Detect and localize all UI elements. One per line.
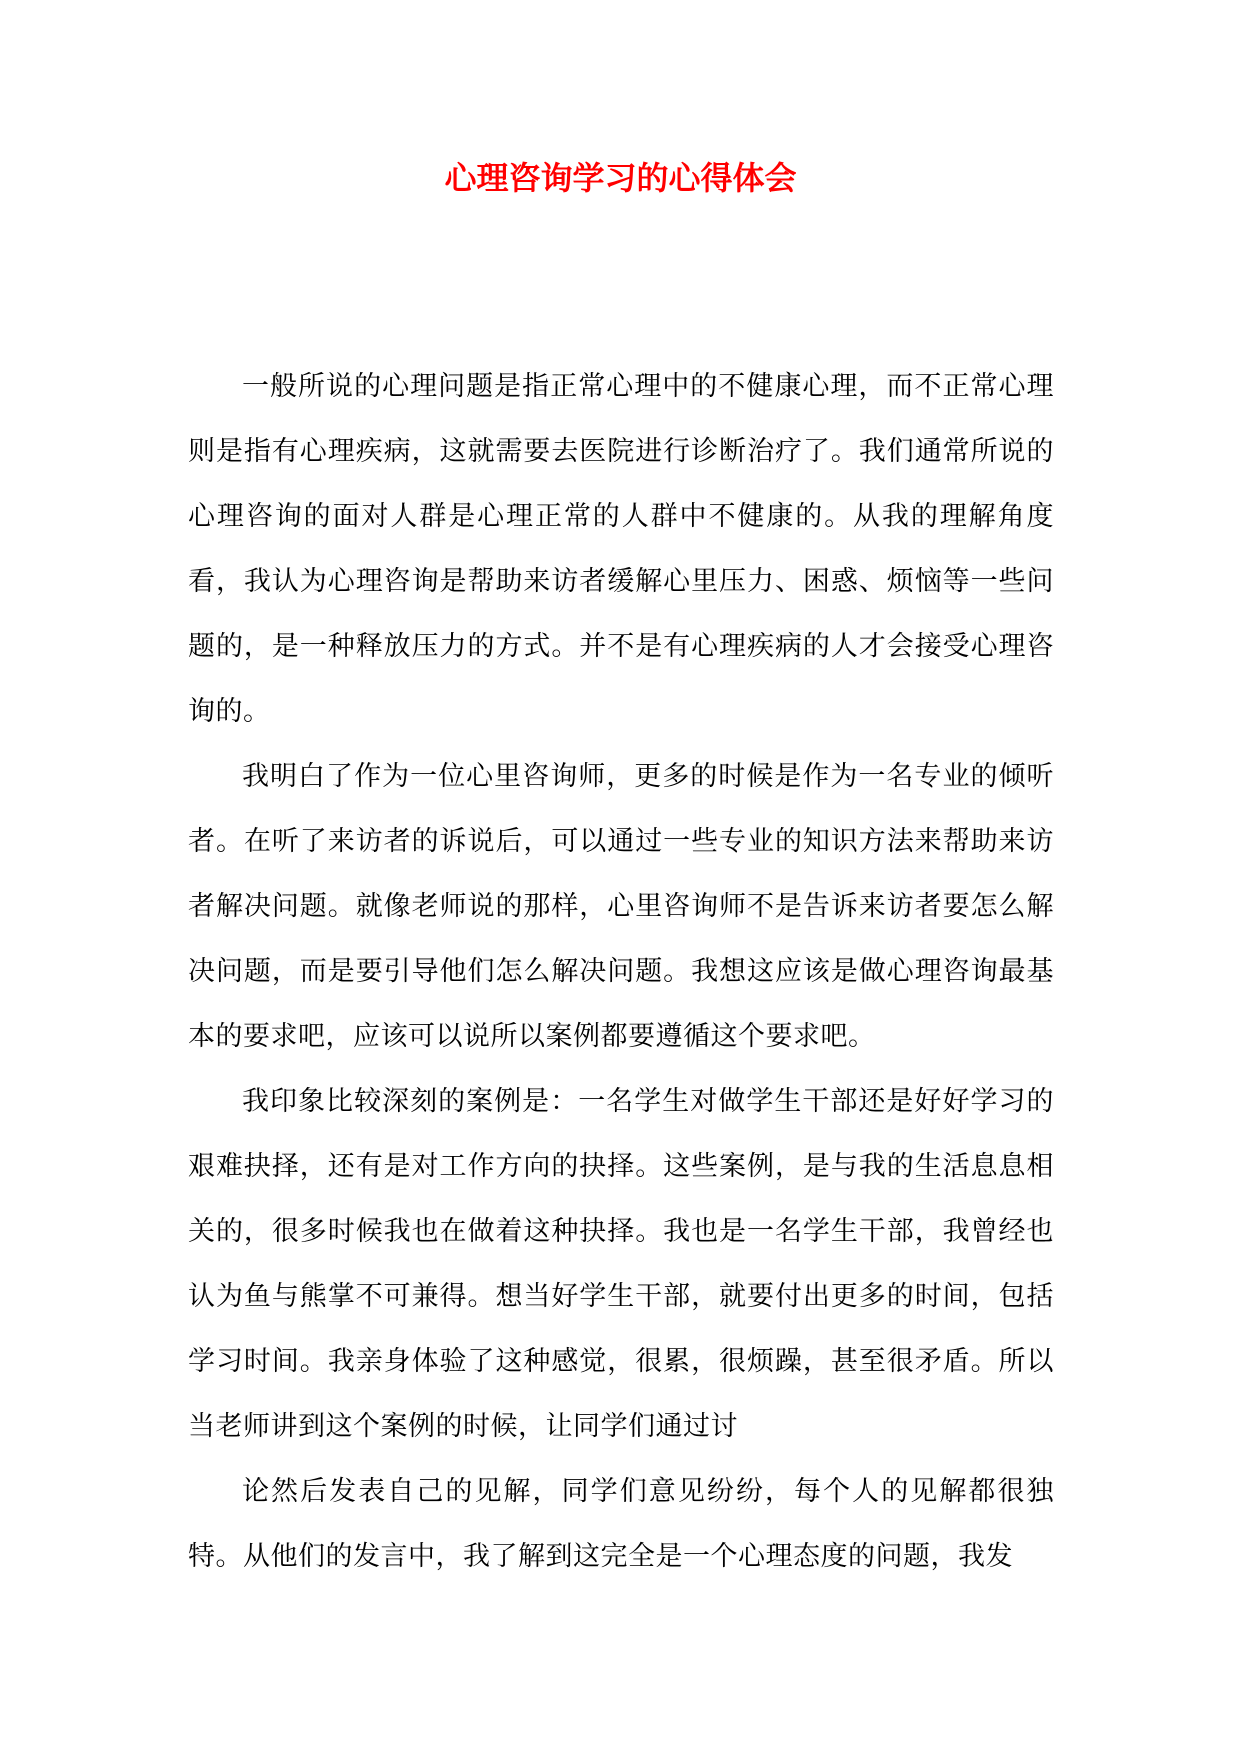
document-title: 心理咨询学习的心得体会 <box>444 159 797 197</box>
body-paragraph: 一般所说的心理问题是指正常心理中的不健康心理，而不正常心理则是指有心理疾病，这就需要去医院进行诊断治疗了。我们通常所说的心理咨询的面对人群是心理正常的人群中不健康的。从我的理解角度看，我认为心理咨询是帮助来访者缓解心里压力、困惑、烦恼等一些问题的，是一种释放压力的方式。并不是有心理疾病的人才会接受心理咨询的。 <box>188 371 1054 727</box>
document-body <box>188 354 1054 1589</box>
body-paragraph: 我明白了作为一位心里咨询师，更多的时候是作为一名专业的倾听者。在听了来访者的诉说后，可以通过一些专业的知识方法来帮助来访者解决问题。就像老师说的那样，心里咨询师不是告诉来访者要怎么解决问题，而是要引导他们怎么解决问题。我想这应该是做心理咨询最基本的要求吧，应该可以说所以案例都要遵循这个要求吧。 <box>188 761 1054 1052</box>
body-paragraph: 论然后发表自己的见解，同学们意见纷纷，每个人的见解都很独特。从他们的发言中，我了解到这完全是一个心理态度的问题，我发 <box>188 1476 1054 1572</box>
body-paragraph: 我印象比较深刻的案例是：一名学生对做学生干部还是好好学习的艰难抉择，还有是对工作方向的抉择。这些案例，是与我的生活息息相关的，很多时候我也在做着这种抉择。我也是一名学生干部，我曾经也认为鱼与熊掌不可兼得。想当好学生干部，就要付出更多的时间，包括学习时间。我亲身体验了这种感觉，很累，很烦躁，甚至很矛盾。所以当老师讲到这个案例的时候，让同学们通过讨 <box>188 1086 1054 1442</box>
